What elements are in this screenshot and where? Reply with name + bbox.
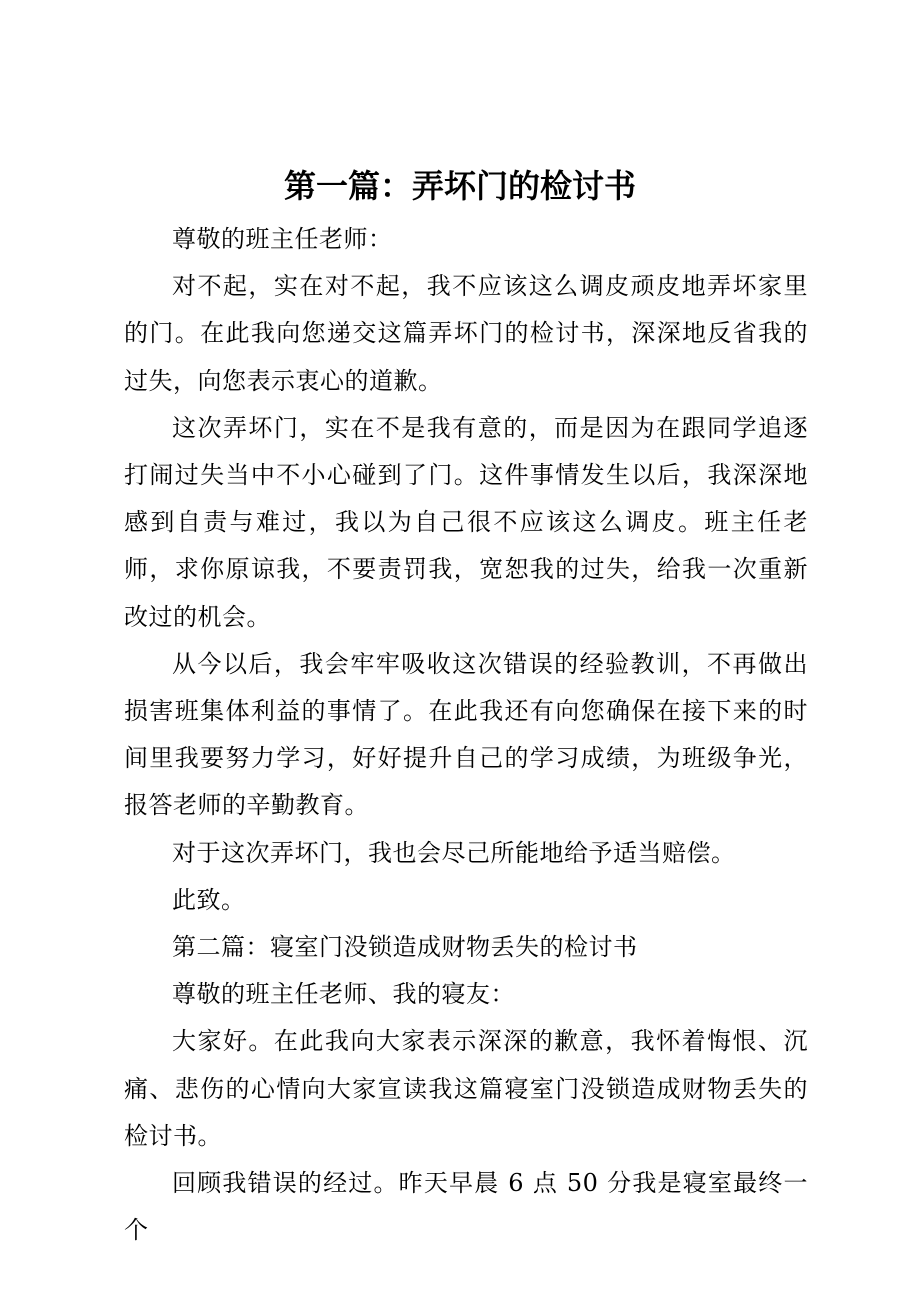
paragraph-compensation: 对于这次弄坏门，我也会尽己所能地给予适当赔偿。 xyxy=(172,838,736,867)
salutation-2: 尊敬的班主任老师、我的寝友： xyxy=(172,980,515,1009)
document-body xyxy=(124,216,808,1254)
paragraph-review: 回顾我错误的经过。昨天早晨 6 点 50 分我是寝室最终一个 xyxy=(124,1169,808,1245)
paragraph-apology: 对不起，实在对不起，我不应该这么调皮顽皮地弄坏家里的门。在此我向您递交这篇弄坏门的检讨书，深深地反省我的过失，向您表示衷心的道歉。 xyxy=(124,272,808,395)
paragraph-explanation: 这次弄坏门，实在不是我有意的，而是因为在跟同学追逐打闹过失当中不小心碰到了门。这件事情发生以后，我深深地感到自责与难过，我以为自己很不应该这么调皮。班主任老师，求你原谅我，不要责罚我，宽恕我的过失，给我一次重新改过的机会。 xyxy=(124,413,808,631)
closing: 此致。 xyxy=(172,885,246,914)
paragraph-promise: 从今以后，我会牢牢吸收这次错误的经验教训，不再做出损害班集体利益的事情了。在此我还有向您确保在接下来的时间里我要努力学习，好好提升自己的学习成绩，为班级争光，报答老师的辛勤教育。 xyxy=(124,649,808,820)
section-heading-2: 第二篇：寝室门没锁造成财物丢失的检讨书 xyxy=(172,933,638,962)
page-title: 第一篇：弄坏门的检讨书 xyxy=(283,167,636,205)
paragraph-greeting: 大家好。在此我向大家表示深深的歉意，我怀着悔恨、沉痛、悲伤的心情向大家宣读我这篇寝室门没锁造成财物丢失的检讨书。 xyxy=(124,1027,808,1150)
salutation: 尊敬的班主任老师： xyxy=(172,225,393,253)
